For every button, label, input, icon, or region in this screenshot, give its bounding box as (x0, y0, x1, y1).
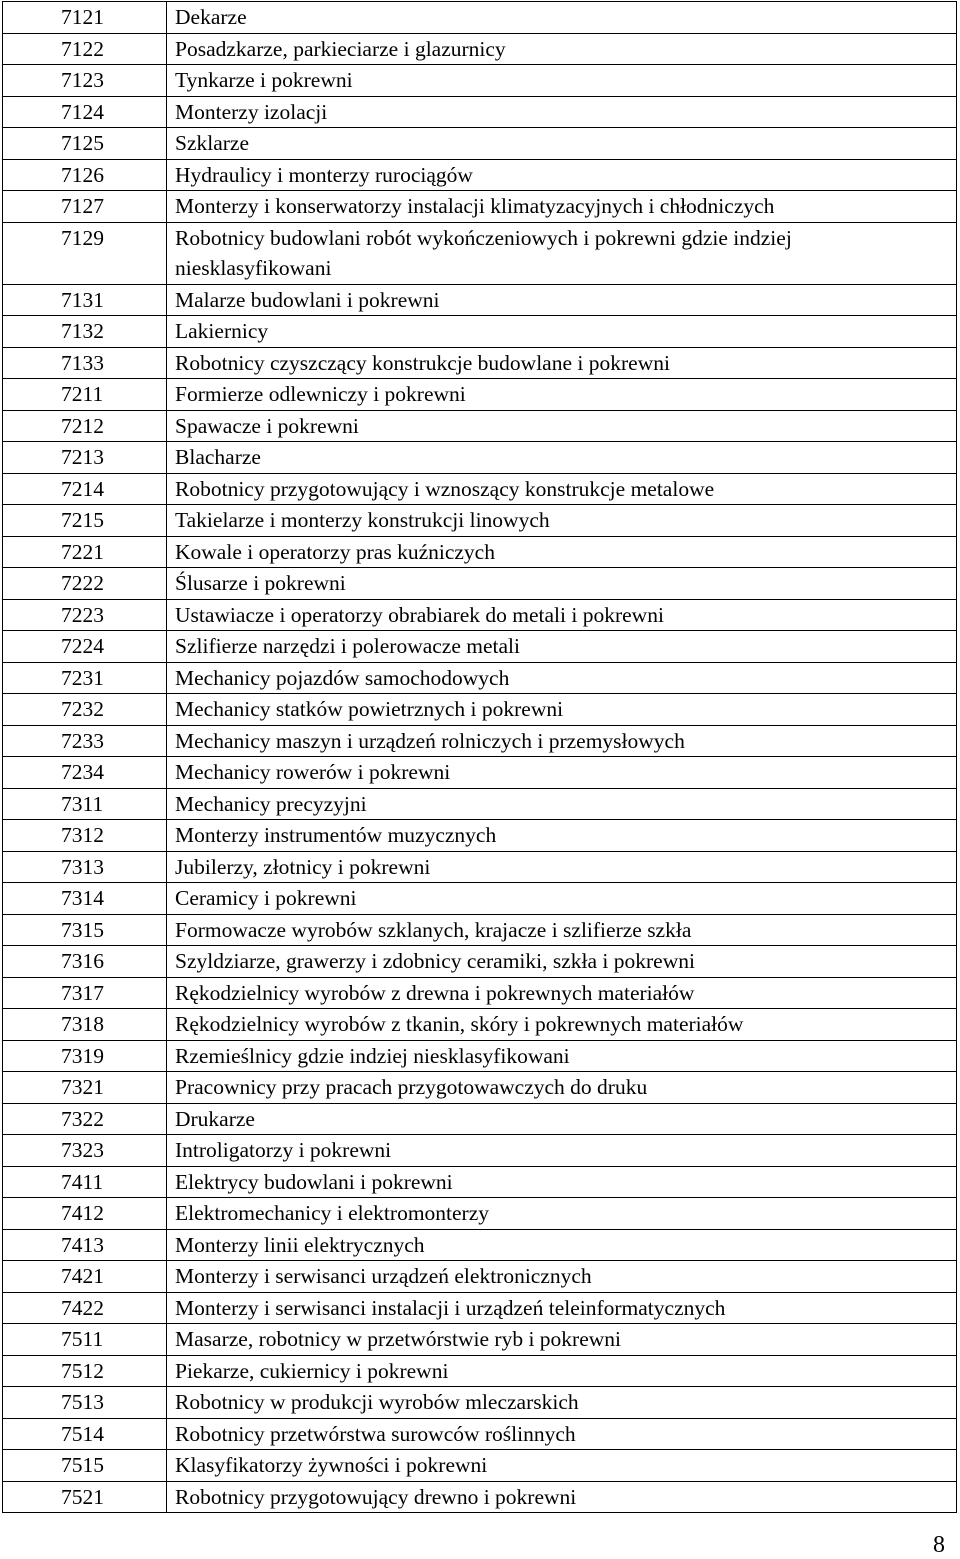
occupation-name-cell: Posadzkarze, parkieciarze i glazurnicy (167, 33, 957, 65)
occupation-name-cell: Ustawiacze i operatorzy obrabiarek do metali i pokrewni (167, 599, 957, 631)
table-row (3, 33, 957, 65)
occupation-code-cell: 7313 (3, 851, 167, 883)
table-row (3, 631, 957, 663)
occupation-code-cell: 7214 (3, 473, 167, 505)
occupation-name-cell: Klasyfikatorzy żywności i pokrewni (167, 1450, 957, 1482)
table-row (3, 410, 957, 442)
table-row (3, 1450, 957, 1482)
occupation-code-cell: 7411 (3, 1166, 167, 1198)
table-row (3, 159, 957, 191)
occupation-name-cell: Szlifierze narzędzi i polerowacze metali (167, 631, 957, 663)
occupation-code-cell: 7319 (3, 1040, 167, 1072)
occupation-name-cell: Rękodzielnicy wyrobów z tkanin, skóry i pokrewnych materiałów (167, 1009, 957, 1041)
page-number: 8 (933, 1532, 945, 1558)
occupation-name-cell: Mechanicy maszyn i urządzeń rolniczych i przemysłowych (167, 725, 957, 757)
occupation-name-cell: Introligatorzy i pokrewni (167, 1135, 957, 1167)
occupation-code-cell: 7224 (3, 631, 167, 663)
occupation-code-cell: 7234 (3, 757, 167, 789)
occupation-name-cell: Robotnicy przygotowujący i wznoszący konstrukcje metalowe (167, 473, 957, 505)
occupation-code-cell: 7126 (3, 159, 167, 191)
occupation-code-cell: 7123 (3, 65, 167, 97)
occupation-name-cell: Robotnicy w produkcji wyrobów mleczarskich (167, 1387, 957, 1419)
occupation-name-cell: Pracownicy przy pracach przygotowawczych do druku (167, 1072, 957, 1104)
table-row (3, 788, 957, 820)
occupation-name-cell: Rękodzielnicy wyrobów z drewna i pokrewnych materiałów (167, 977, 957, 1009)
occupation-name-cell: Monterzy izolacji (167, 96, 957, 128)
occupation-name-cell: Hydraulicy i monterzy rurociągów (167, 159, 957, 191)
table-row (3, 1009, 957, 1041)
occupation-name-cell: Mechanicy pojazdów samochodowych (167, 662, 957, 694)
occupation-code-cell: 7316 (3, 946, 167, 978)
occupation-code-cell: 7512 (3, 1355, 167, 1387)
occupation-code-cell: 7125 (3, 128, 167, 160)
occupation-code-cell: 7413 (3, 1229, 167, 1261)
table-body (3, 2, 957, 1513)
table-row (3, 316, 957, 348)
occupation-name-cell: Kowale i operatorzy pras kuźniczych (167, 536, 957, 568)
table-row (3, 191, 957, 223)
occupation-name-cell: Elektrycy budowlani i pokrewni (167, 1166, 957, 1198)
occupation-code-cell: 7122 (3, 33, 167, 65)
occupation-code-cell: 7127 (3, 191, 167, 223)
occupation-code-cell: 7133 (3, 347, 167, 379)
occupation-code-cell: 7221 (3, 536, 167, 568)
table-row (3, 1072, 957, 1104)
table-row (3, 757, 957, 789)
occupation-code-cell: 7312 (3, 820, 167, 852)
occupation-code-cell: 7222 (3, 568, 167, 600)
table-row (3, 473, 957, 505)
occupation-name-cell: Takielarze i monterzy konstrukcji linowych (167, 505, 957, 537)
occupation-name-cell: Jubilerzy, złotnicy i pokrewni (167, 851, 957, 883)
occupation-code-cell: 7311 (3, 788, 167, 820)
occupation-code-cell: 7121 (3, 2, 167, 34)
occupation-name-cell: Monterzy i konserwatorzy instalacji klimatyzacyjnych i chłodniczych (167, 191, 957, 223)
occupation-name-cell: Formowacze wyrobów szklanych, krajacze i szlifierze szkła (167, 914, 957, 946)
occupation-code-cell: 7124 (3, 96, 167, 128)
occupation-code-cell: 7323 (3, 1135, 167, 1167)
occupation-code-cell: 7515 (3, 1450, 167, 1482)
table-row (3, 442, 957, 474)
occupation-code-cell: 7131 (3, 284, 167, 316)
occupation-code-cell: 7232 (3, 694, 167, 726)
table-row (3, 1229, 957, 1261)
occupation-name-cell: Mechanicy statków powietrznych i pokrewni (167, 694, 957, 726)
occupation-code-cell: 7233 (3, 725, 167, 757)
occupation-name-cell: Ceramicy i pokrewni (167, 883, 957, 915)
occupation-code-cell: 7322 (3, 1103, 167, 1135)
occupation-code-cell: 7223 (3, 599, 167, 631)
occupation-name-cell: Szyldziarze, grawerzy i zdobnicy ceramiki, szkła i pokrewni (167, 946, 957, 978)
occupation-code-table (2, 1, 957, 1513)
occupation-name-cell: Robotnicy czyszczący konstrukcje budowlane i pokrewni (167, 347, 957, 379)
table-row (3, 1261, 957, 1293)
table-row (3, 1481, 957, 1513)
occupation-code-cell: 7317 (3, 977, 167, 1009)
table-row (3, 914, 957, 946)
table-row (3, 662, 957, 694)
table-row (3, 694, 957, 726)
occupation-name-cell: Drukarze (167, 1103, 957, 1135)
occupation-name-cell: Monterzy i serwisanci urządzeń elektronicznych (167, 1261, 957, 1293)
table-row (3, 65, 957, 97)
occupation-name-cell: Spawacze i pokrewni (167, 410, 957, 442)
occupation-name-cell: Dekarze (167, 2, 957, 34)
occupation-name-cell: Ślusarze i pokrewni (167, 568, 957, 600)
occupation-name-cell: Elektromechanicy i elektromonterzy (167, 1198, 957, 1230)
table-row (3, 379, 957, 411)
table-row (3, 946, 957, 978)
table-row (3, 883, 957, 915)
occupation-code-cell: 7213 (3, 442, 167, 474)
table-row (3, 1418, 957, 1450)
occupation-name-cell: Masarze, robotnicy w przetwórstwie ryb i pokrewni (167, 1324, 957, 1356)
table-row (3, 2, 957, 34)
table-row (3, 1324, 957, 1356)
occupation-code-cell: 7212 (3, 410, 167, 442)
occupation-code-cell: 7511 (3, 1324, 167, 1356)
table-row (3, 1198, 957, 1230)
table-row (3, 505, 957, 537)
occupation-code-cell: 7315 (3, 914, 167, 946)
table-row (3, 725, 957, 757)
occupation-code-cell: 7215 (3, 505, 167, 537)
table-row (3, 128, 957, 160)
occupation-name-cell: Mechanicy precyzyjni (167, 788, 957, 820)
table-row (3, 851, 957, 883)
occupation-name-cell: Tynkarze i pokrewni (167, 65, 957, 97)
occupation-name-cell: Robotnicy budowlani robót wykończeniowych i pokrewni gdzie indziej niesklasyfikowani (167, 222, 957, 284)
occupation-code-cell: 7513 (3, 1387, 167, 1419)
occupation-code-cell: 7321 (3, 1072, 167, 1104)
table-row (3, 977, 957, 1009)
table-row (3, 284, 957, 316)
occupation-name-cell: Robotnicy przetwórstwa surowców roślinnych (167, 1418, 957, 1450)
table-row (3, 1292, 957, 1324)
occupation-name-cell: Piekarze, cukiernicy i pokrewni (167, 1355, 957, 1387)
occupation-name-cell: Blacharze (167, 442, 957, 474)
table-row (3, 568, 957, 600)
occupation-name-cell: Szklarze (167, 128, 957, 160)
occupation-name-cell: Monterzy linii elektrycznych (167, 1229, 957, 1261)
occupation-name-cell: Rzemieślnicy gdzie indziej niesklasyfikowani (167, 1040, 957, 1072)
occupation-code-cell: 7231 (3, 662, 167, 694)
occupation-name-cell: Monterzy instrumentów muzycznych (167, 820, 957, 852)
occupation-code-cell: 7318 (3, 1009, 167, 1041)
table-row (3, 222, 957, 284)
table-row (3, 347, 957, 379)
occupation-code-cell: 7521 (3, 1481, 167, 1513)
occupation-code-cell: 7211 (3, 379, 167, 411)
table-row (3, 1135, 957, 1167)
occupation-code-cell: 7412 (3, 1198, 167, 1230)
occupation-name-cell: Formierze odlewniczy i pokrewni (167, 379, 957, 411)
table-row (3, 1166, 957, 1198)
occupation-name-cell: Malarze budowlani i pokrewni (167, 284, 957, 316)
occupation-code-cell: 7422 (3, 1292, 167, 1324)
occupation-name-cell: Monterzy i serwisanci instalacji i urządzeń teleinformatycznych (167, 1292, 957, 1324)
table-row (3, 96, 957, 128)
occupation-name-cell: Mechanicy rowerów i pokrewni (167, 757, 957, 789)
table-row (3, 536, 957, 568)
table-row (3, 1387, 957, 1419)
table-row (3, 599, 957, 631)
table-row (3, 1103, 957, 1135)
occupation-code-cell: 7132 (3, 316, 167, 348)
occupation-name-cell: Lakiernicy (167, 316, 957, 348)
table-row (3, 1355, 957, 1387)
occupation-code-cell: 7514 (3, 1418, 167, 1450)
occupation-code-cell: 7421 (3, 1261, 167, 1293)
occupation-code-cell: 7129 (3, 222, 167, 284)
occupation-name-cell: Robotnicy przygotowujący drewno i pokrewni (167, 1481, 957, 1513)
table-row (3, 1040, 957, 1072)
occupation-code-cell: 7314 (3, 883, 167, 915)
table-row (3, 820, 957, 852)
